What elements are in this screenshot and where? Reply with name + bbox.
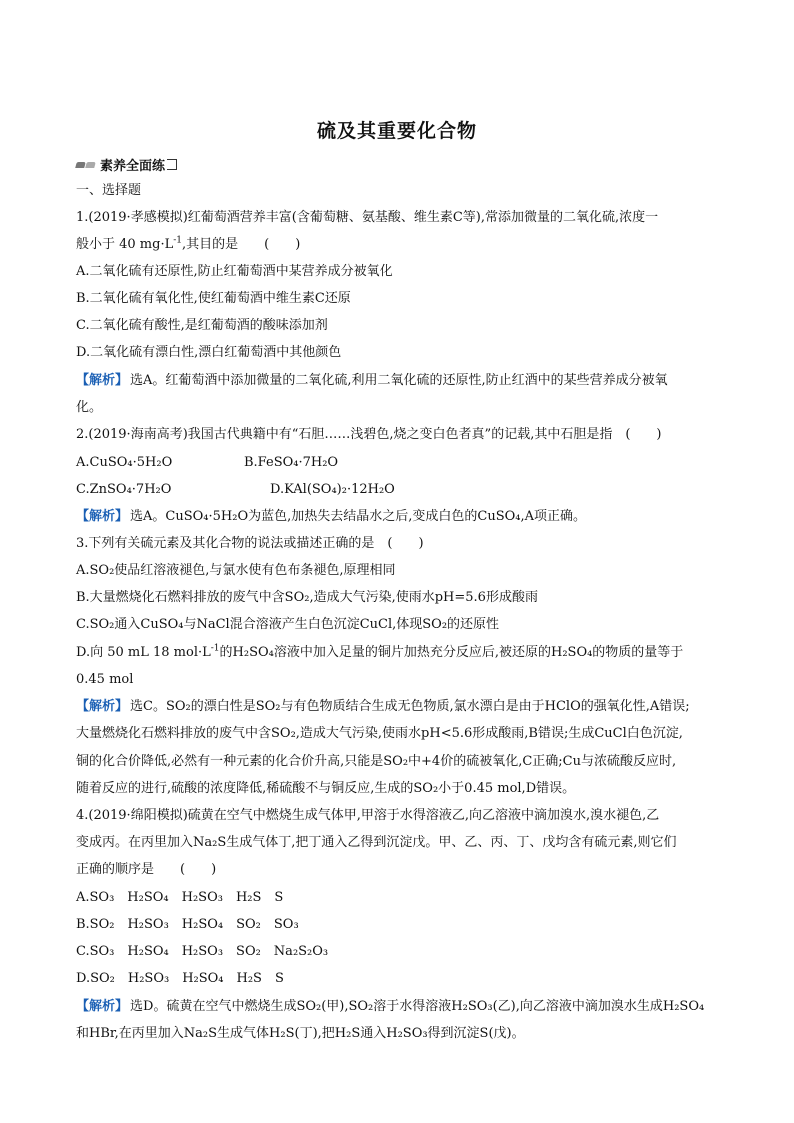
q1-stem-line2	[76, 236, 720, 254]
q3-option-d-text: D.向 50 mL 18 mol·L	[76, 645, 211, 660]
q4-solution-text: 选D。硫黄在空气中燃烧生成SO₂(甲),SO₂溶于水得溶液H₂SO₃(乙),向乙溶液中滴加溴水生成H₂SO₄	[130, 999, 705, 1014]
answer-label: 【解析】	[76, 699, 129, 714]
q4-solution-line1	[76, 998, 720, 1016]
q1-solution-line2: 化。	[76, 400, 103, 415]
q3-solution-line2: 大量燃烧化石燃料排放的废气中含SO₂,造成大气污染,使雨水pH<5.6形成酸雨,B错误;生成CuCl白色沉淀,	[76, 726, 683, 741]
q1-solution-text: 选A。红葡萄酒中添加微量的二氧化硫,利用二氧化硫的还原性,防止红酒中的某些营养成分被氧	[130, 373, 668, 388]
page-title: 硫及其重要化合物	[316, 120, 477, 142]
q3-option-d-line1	[76, 644, 720, 662]
answer-label: 【解析】	[76, 999, 129, 1014]
q4-stem-line3: 正确的顺序是 ( )	[76, 862, 217, 877]
q1-option-a: A.二氧化硫有还原性,防止红葡萄酒中某营养成分被氧化	[76, 264, 393, 279]
q2-option-c: C.ZnSO₄·7H₂O	[76, 482, 172, 497]
q1-solution-line1	[76, 372, 720, 390]
q3-solution-line3: 铜的化合价降低,必然有一种元素的化合价升高,只能是SO₂中+4价的硫被氧化,C正确;Cu与浓硫酸反应时,	[76, 754, 677, 769]
bracket-icon	[167, 159, 177, 170]
q1-option-b: B.二氧化硫有氧化性,使红葡萄酒中维生素C还原	[76, 291, 351, 306]
q3-option-d-line2: 0.45 mol	[76, 672, 134, 687]
q2-option-a: A.CuSO₄·5H₂O	[76, 455, 173, 470]
q3-solution-text: 选C。SO₂的漂白性是SO₂与有色物质结合生成无色物质,氯水漂白是由于HClO的强氧化性,A错误;	[130, 699, 690, 714]
q4-option-b: B.SO₂ H₂SO₃ H₂SO₄ SO₂ SO₃	[76, 917, 299, 932]
q4-stem-line1: 4.(2019·绵阳模拟)硫黄在空气中燃烧生成气体甲,甲溶于水得溶液乙,向乙溶液中滴加溴水,溴水褪色,乙	[76, 808, 660, 823]
q4-stem-line2: 变成丙。在丙里加入Na₂S生成气体丁,把丁通入乙得到沉淀戊。甲、乙、丙、丁、戊均含有硫元素,则它们	[76, 835, 677, 850]
q1-stem-text-end: ,其目的是 ( )	[182, 237, 301, 252]
q3-option-a: A.SO₂使品红溶液褪色,与氯水使有色布条褪色,原理相同	[76, 563, 396, 578]
q2-stem: 2.(2019·海南高考)我国古代典籍中有“石胆……浅碧色,烧之变白色者真”的记载,其中石胆是指 ( )	[76, 427, 662, 442]
q2-solution	[76, 508, 720, 526]
q4-option-d: D.SO₂ H₂SO₃ H₂SO₄ H₂S S	[76, 971, 284, 986]
q1-stem-line1: 1.(2019·孝感模拟)红葡萄酒营养丰富(含葡萄糖、氨基酸、维生素C等),常添加微量的二氧化硫,浓度一	[76, 210, 659, 225]
q3-option-c: C.SO₂通入CuSO₄与NaCl混合溶液产生白色沉淀CuCl,体现SO₂的还原性	[76, 617, 500, 632]
q1-stem-text: 般小于 40 mg·L	[76, 237, 174, 252]
q3-solution-line1	[76, 698, 720, 716]
book-icon	[76, 160, 98, 170]
q3-solution-line4: 随着反应的进行,硫酸的浓度降低,稀硫酸不与铜反应,生成的SO₂小于0.45 mol,D错误。	[76, 781, 576, 796]
q2-solution-text: 选A。CuSO₄·5H₂O为蓝色,加热失去结晶水之后,变成白色的CuSO₄,A项正确。	[130, 509, 586, 524]
q2-option-d: D.KAl(SO₄)₂·12H₂O	[270, 482, 395, 497]
q3-option-b: B.大量燃烧化石燃料排放的废气中含SO₂,造成大气污染,使雨水pH=5.6形成酸雨	[76, 590, 538, 605]
q1-superscript: -1	[173, 235, 183, 246]
part-heading: 一、选择题	[76, 183, 142, 198]
q3-superscript: -1	[210, 643, 220, 654]
q3-option-d-text-end: 的H₂SO₄溶液中加入足量的铜片加热充分反应后,被还原的H₂SO₄的物质的量等于	[219, 645, 684, 660]
q2-option-b: B.FeSO₄·7H₂O	[244, 455, 339, 470]
section-tag-label: 素养全面练	[100, 159, 166, 174]
q1-option-d: D.二氧化硫有漂白性,漂白红葡萄酒中其他颜色	[76, 345, 342, 360]
section-tag	[76, 155, 177, 174]
q4-option-c: C.SO₃ H₂SO₄ H₂SO₃ SO₂ Na₂S₂O₃	[76, 944, 329, 959]
q4-solution-line2: 和HBr,在丙里加入Na₂S生成气体H₂S(丁),把H₂S通入H₂SO₃得到沉淀S(戊)。	[76, 1026, 525, 1041]
q1-option-c: C.二氧化硫有酸性,是红葡萄酒的酸味添加剂	[76, 318, 328, 333]
answer-label: 【解析】	[76, 509, 129, 524]
q3-stem: 3.下列有关硫元素及其化合物的说法或描述正确的是 ( )	[76, 536, 424, 551]
answer-label: 【解析】	[76, 373, 129, 388]
q4-option-a: A.SO₃ H₂SO₄ H₂SO₃ H₂S S	[76, 890, 284, 905]
